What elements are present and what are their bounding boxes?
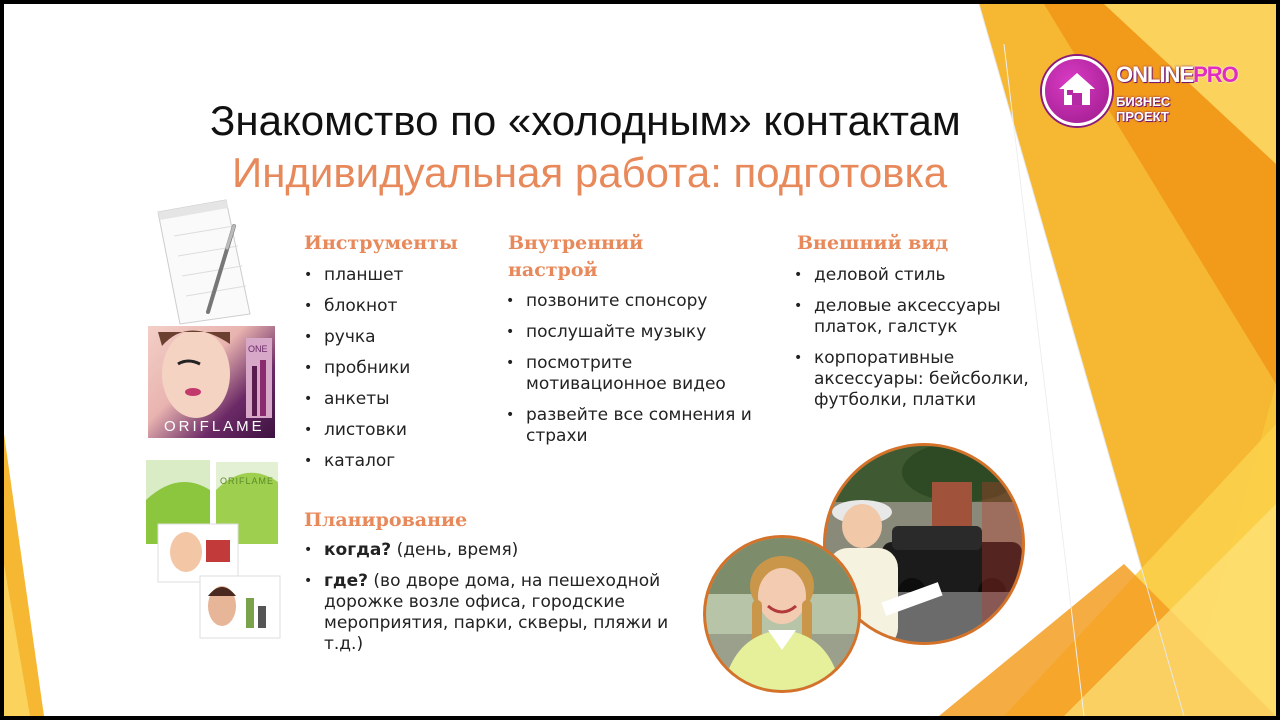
appearance-list	[794, 265, 1054, 421]
list-item: • листовки	[304, 420, 494, 441]
planning-when-text: (день, время)	[391, 540, 519, 560]
list-item: • посмотрите мотивационное видео	[506, 353, 756, 395]
list-item: • анкеты	[304, 389, 494, 410]
list-item: • корпоративные аксессуары: бейсболки, футболки, платки	[794, 348, 1054, 411]
list-item: • блокнот	[304, 296, 494, 317]
list-item	[304, 540, 694, 561]
catalog-cover-image	[148, 326, 275, 438]
catalog-one-label: ONE	[248, 344, 268, 354]
list-item: • планшет	[304, 265, 494, 286]
tools-heading: Инструменты	[304, 232, 458, 254]
list-item: • ручка	[304, 327, 494, 348]
list-item: • пробники	[304, 358, 494, 379]
list-item: • послушайте музыку	[506, 322, 756, 343]
planning-list	[304, 540, 694, 665]
catalog-brand-label: ORIFLAME	[164, 418, 265, 435]
planning-when-label: когда?	[324, 540, 392, 560]
list-item: • деловой стиль	[794, 265, 1054, 286]
slide	[4, 4, 1276, 716]
mood-list	[506, 291, 756, 457]
planning-where-text: (во дворе дома, на пешеходной дорожке возле офиса, городские мероприятия, парки, скверы, пляжи и т.д.)	[324, 571, 669, 654]
mood-heading: Внутренний настрой	[508, 232, 644, 281]
list-item	[304, 571, 694, 655]
slide-title: Знакомство по «холодным» контактам	[210, 97, 961, 144]
list-item: • каталог	[304, 451, 494, 472]
planning-where-label: где?	[324, 571, 369, 591]
promoter-photo-smiling	[702, 534, 862, 694]
notepad-pen-image	[154, 196, 254, 326]
slide-subtitle: Индивидуальная работа: подготовка	[232, 149, 948, 196]
list-item: • развейте все сомнения и страхи	[506, 405, 756, 447]
logo-brand-name: ONLINEPRO	[1116, 62, 1238, 87]
product-samples-image	[146, 460, 282, 640]
appearance-heading: Внешний вид	[797, 232, 949, 254]
planning-heading: Планирование	[304, 509, 468, 531]
list-item: • позвоните спонсору	[506, 291, 756, 312]
product-brand-label: ORIFLAME	[220, 476, 275, 486]
logo-brand-subtitle: БИЗНЕС ПРОЕКТ	[1116, 94, 1171, 124]
list-item: • деловые аксессуары платок, галстук	[794, 296, 1024, 338]
tools-list	[304, 265, 494, 482]
